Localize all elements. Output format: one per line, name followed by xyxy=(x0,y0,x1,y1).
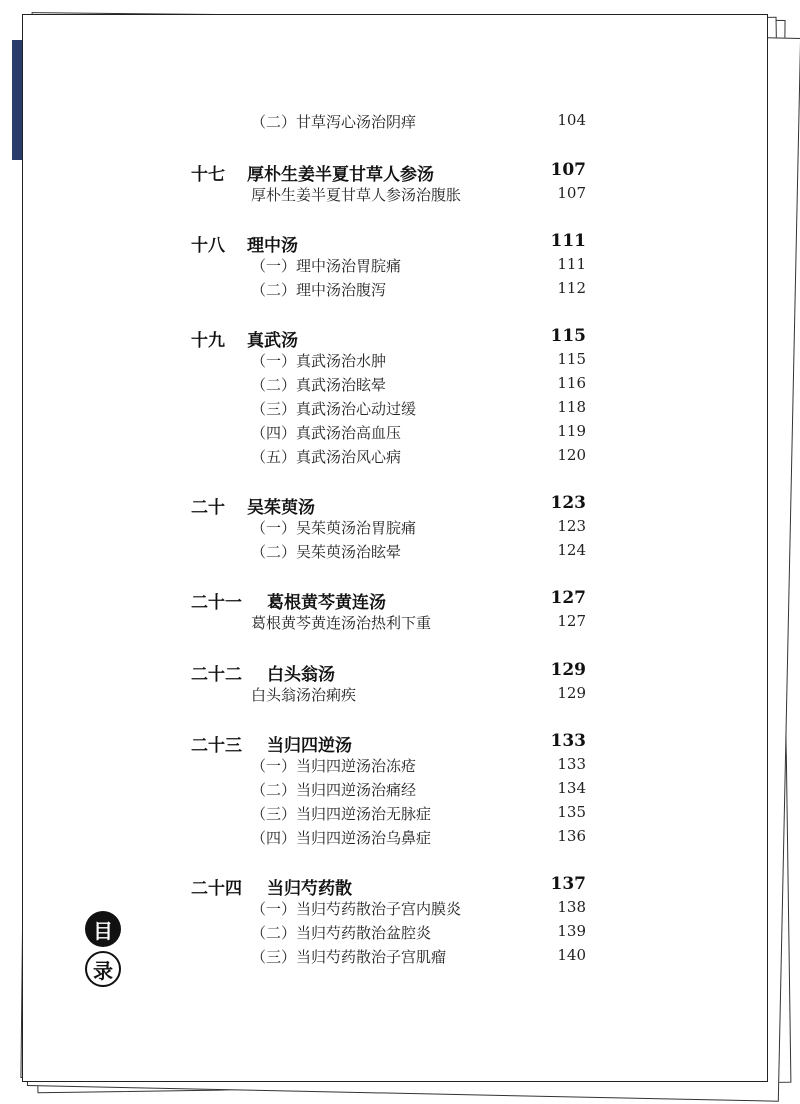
page-number: 129 xyxy=(557,684,586,702)
entry-label: （一）当归四逆汤治冻疮 xyxy=(251,757,417,775)
page-number: 140 xyxy=(557,946,586,964)
page-number: 139 xyxy=(557,922,586,940)
toc-entry-row xyxy=(23,255,767,279)
toc-entry-row xyxy=(23,684,767,708)
page-number: 134 xyxy=(557,779,586,797)
entry-label: （二）吴茱萸汤治眩晕 xyxy=(251,543,402,561)
page-number: 116 xyxy=(557,374,586,392)
toc-entry-row xyxy=(23,517,767,541)
chapter-title: 理中汤 xyxy=(247,236,298,256)
toc-chapter-row xyxy=(23,731,767,755)
entry-label: （二）真武汤治眩晕 xyxy=(251,376,387,394)
entry-label: （一）真武汤治水肿 xyxy=(251,352,387,370)
chapter-title: 吴茱萸汤 xyxy=(247,498,315,518)
toc-entry-row xyxy=(23,541,767,565)
toc-entry-row xyxy=(23,279,767,303)
page-number: 119 xyxy=(557,422,586,440)
chapter-title: 白头翁汤 xyxy=(267,665,335,685)
chapter-title: 葛根黄芩黄连汤 xyxy=(267,593,386,613)
toc-chapter-row xyxy=(23,493,767,517)
page-number: 115 xyxy=(550,326,586,346)
page-number: 135 xyxy=(557,803,586,821)
entry-label: 白头翁汤治痢疾 xyxy=(251,686,357,704)
page-number: 111 xyxy=(550,231,586,251)
toc-chapter-row xyxy=(23,874,767,898)
entry-label: 厚朴生姜半夏甘草人参汤治腹胀 xyxy=(251,186,462,204)
chapter-number: 十七 xyxy=(191,165,225,185)
chapter-number: 十九 xyxy=(191,331,225,351)
chapter-title: 当归四逆汤 xyxy=(267,736,352,756)
toc-entry-row xyxy=(23,803,767,827)
toc-entry-row xyxy=(23,374,767,398)
toc-entry-row xyxy=(23,111,767,135)
entry-label: （一）理中汤治胃脘痛 xyxy=(251,257,402,275)
entry-label: （一）吴茱萸汤治胃脘痛 xyxy=(251,519,417,537)
chapter-number: 二十一 xyxy=(191,593,242,613)
toc-page xyxy=(22,14,768,1082)
side-label-mu: 目 xyxy=(85,911,121,947)
page-number: 127 xyxy=(557,612,586,630)
page-number: 124 xyxy=(557,541,586,559)
entry-label: （一）当归芍药散治子宫内膜炎 xyxy=(251,900,462,918)
entry-label: （三）当归四逆汤治无脉症 xyxy=(251,805,432,823)
entry-label: 葛根黄芩黄连汤治热利下重 xyxy=(251,614,432,632)
page-number: 107 xyxy=(550,160,586,180)
toc-entry-row xyxy=(23,755,767,779)
toc-chapter-row xyxy=(23,660,767,684)
page-number: 118 xyxy=(557,398,586,416)
page-number: 104 xyxy=(557,111,586,129)
toc-entry-row xyxy=(23,446,767,470)
toc-entry-row xyxy=(23,827,767,851)
page-number: 111 xyxy=(557,255,586,273)
toc-chapter-row xyxy=(23,231,767,255)
toc-entry-row xyxy=(23,422,767,446)
page-number: 107 xyxy=(557,184,586,202)
chapter-number: 二十四 xyxy=(191,879,242,899)
toc-entry-row xyxy=(23,398,767,422)
table-of-contents xyxy=(23,15,767,1081)
entry-label: （五）真武汤治风心病 xyxy=(251,448,402,466)
page-number: 123 xyxy=(550,493,586,513)
page-number: 112 xyxy=(557,279,586,297)
toc-entry-row xyxy=(23,350,767,374)
page-number: 133 xyxy=(557,755,586,773)
entry-label: （二）理中汤治腹泻 xyxy=(251,281,387,299)
chapter-title: 真武汤 xyxy=(247,331,298,351)
page-number: 137 xyxy=(550,874,586,894)
page-number: 136 xyxy=(557,827,586,845)
entry-label: （二）当归四逆汤治痛经 xyxy=(251,781,417,799)
toc-entry-row xyxy=(23,612,767,636)
chapter-number: 十八 xyxy=(191,236,225,256)
toc-entry-row xyxy=(23,779,767,803)
entry-label: （三）当归芍药散治子宫肌瘤 xyxy=(251,948,447,966)
page-number: 133 xyxy=(550,731,586,751)
entry-label: （二）当归芍药散治盆腔炎 xyxy=(251,924,432,942)
toc-entry-row xyxy=(23,898,767,922)
entry-label: （三）真武汤治心动过缓 xyxy=(251,400,417,418)
chapter-number: 二十二 xyxy=(191,665,242,685)
toc-entry-row xyxy=(23,946,767,970)
page-number: 120 xyxy=(557,446,586,464)
side-label-lu: 录 xyxy=(85,951,121,987)
chapter-number: 二十 xyxy=(191,498,225,518)
page-number: 138 xyxy=(557,898,586,916)
page-number: 115 xyxy=(557,350,586,368)
chapter-number: 二十三 xyxy=(191,736,242,756)
page-number: 129 xyxy=(550,660,586,680)
toc-chapter-row xyxy=(23,326,767,350)
entry-label: （四）当归四逆汤治乌鼻症 xyxy=(251,829,432,847)
page-number: 127 xyxy=(550,588,586,608)
chapter-title: 当归芍药散 xyxy=(267,879,352,899)
toc-chapter-row xyxy=(23,588,767,612)
page-number: 123 xyxy=(557,517,586,535)
entry-label: （二）甘草泻心汤治阴痒 xyxy=(251,113,417,131)
toc-chapter-row xyxy=(23,160,767,184)
entry-label: （四）真武汤治高血压 xyxy=(251,424,402,442)
chapter-title: 厚朴生姜半夏甘草人参汤 xyxy=(247,165,434,185)
toc-entry-row xyxy=(23,184,767,208)
toc-entry-row xyxy=(23,922,767,946)
